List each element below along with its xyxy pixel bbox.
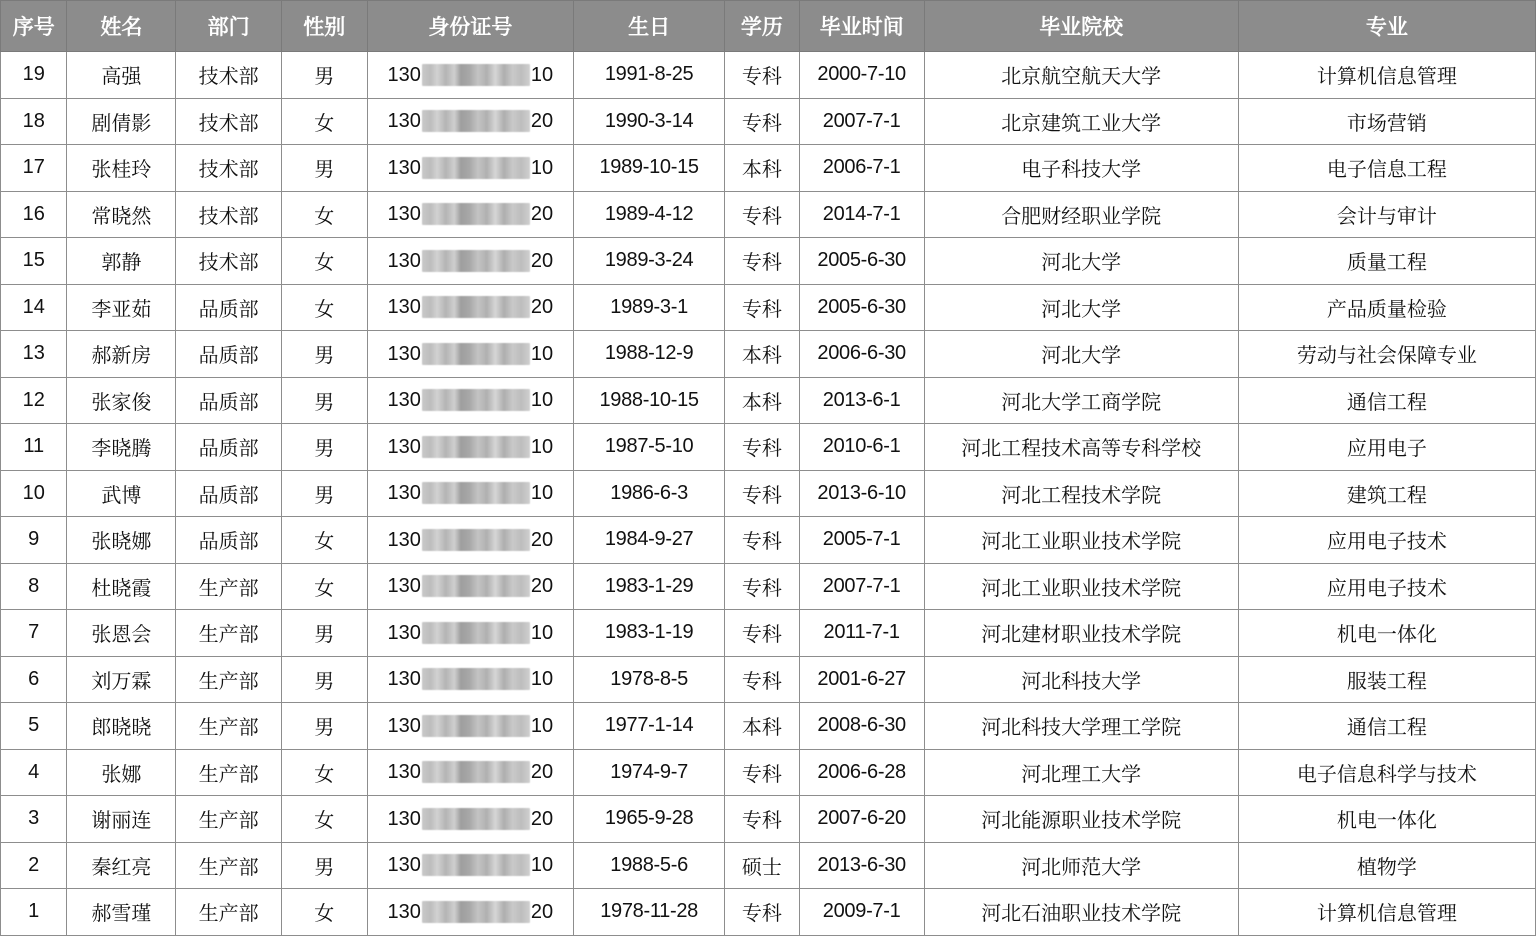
id-redaction-mask bbox=[422, 854, 530, 876]
cell-school: 河北工业职业技术学院 bbox=[924, 563, 1238, 610]
cell-school: 合肥财经职业学院 bbox=[924, 191, 1238, 238]
cell-gender: 女 bbox=[281, 796, 367, 843]
id-suffix: 10 bbox=[530, 668, 554, 691]
cell-department: 品质部 bbox=[176, 377, 282, 424]
cell-graduation-date: 2014-7-1 bbox=[799, 191, 924, 238]
cell-name: 张桂玲 bbox=[67, 145, 176, 192]
cell-graduation-date: 2007-7-1 bbox=[799, 98, 924, 145]
id-redaction-mask bbox=[422, 808, 530, 830]
cell-id-number bbox=[367, 796, 573, 843]
cell-major: 电子信息工程 bbox=[1238, 145, 1535, 192]
cell-seq: 9 bbox=[1, 517, 67, 564]
cell-id-number bbox=[367, 98, 573, 145]
cell-gender: 女 bbox=[281, 98, 367, 145]
cell-id-number bbox=[367, 191, 573, 238]
table-row bbox=[1, 52, 1536, 99]
cell-name: 高强 bbox=[67, 52, 176, 99]
cell-education: 专科 bbox=[725, 749, 800, 796]
cell-graduation-date: 2013-6-10 bbox=[799, 470, 924, 517]
cell-birthday: 1974-9-7 bbox=[574, 749, 725, 796]
cell-id-number bbox=[367, 517, 573, 564]
cell-major: 质量工程 bbox=[1238, 238, 1535, 285]
id-suffix: 20 bbox=[530, 249, 554, 272]
cell-birthday: 1989-4-12 bbox=[574, 191, 725, 238]
id-redaction-mask bbox=[422, 343, 530, 365]
id-redaction-mask bbox=[422, 529, 530, 551]
cell-birthday: 1989-3-1 bbox=[574, 284, 725, 331]
cell-birthday: 1991-8-25 bbox=[574, 52, 725, 99]
cell-graduation-date: 2005-7-1 bbox=[799, 517, 924, 564]
id-prefix: 130 bbox=[387, 761, 421, 784]
cell-education: 专科 bbox=[725, 889, 800, 936]
cell-graduation-date: 2010-6-1 bbox=[799, 424, 924, 471]
cell-name: 秦红亮 bbox=[67, 842, 176, 889]
cell-department: 技术部 bbox=[176, 238, 282, 285]
cell-name: 谢丽连 bbox=[67, 796, 176, 843]
table-row bbox=[1, 377, 1536, 424]
cell-name: 郝新房 bbox=[67, 331, 176, 378]
cell-graduation-date: 2005-6-30 bbox=[799, 238, 924, 285]
id-redaction-mask bbox=[422, 482, 530, 504]
cell-major: 电子信息科学与技术 bbox=[1238, 749, 1535, 796]
cell-birthday: 1983-1-29 bbox=[574, 563, 725, 610]
cell-seq: 12 bbox=[1, 377, 67, 424]
cell-major: 计算机信息管理 bbox=[1238, 889, 1535, 936]
id-suffix: 20 bbox=[530, 761, 554, 784]
cell-school: 河北大学工商学院 bbox=[924, 377, 1238, 424]
cell-department: 生产部 bbox=[176, 796, 282, 843]
cell-school: 河北石油职业技术学院 bbox=[924, 889, 1238, 936]
cell-name: 杜晓霞 bbox=[67, 563, 176, 610]
id-prefix: 130 bbox=[387, 156, 421, 179]
cell-birthday: 1989-3-24 bbox=[574, 238, 725, 285]
id-redaction-mask bbox=[422, 389, 530, 411]
cell-gender: 男 bbox=[281, 331, 367, 378]
cell-major: 会计与审计 bbox=[1238, 191, 1535, 238]
cell-birthday: 1984-9-27 bbox=[574, 517, 725, 564]
cell-seq: 3 bbox=[1, 796, 67, 843]
cell-school: 河北工业职业技术学院 bbox=[924, 517, 1238, 564]
cell-graduation-date: 2007-6-20 bbox=[799, 796, 924, 843]
id-prefix: 130 bbox=[387, 110, 421, 133]
cell-major: 机电一体化 bbox=[1238, 610, 1535, 657]
cell-school: 河北工程技术高等专科学校 bbox=[924, 424, 1238, 471]
column-header-major: 专业 bbox=[1238, 1, 1535, 52]
cell-graduation-date: 2011-7-1 bbox=[799, 610, 924, 657]
column-header-birthday: 生日 bbox=[574, 1, 725, 52]
id-suffix: 10 bbox=[530, 854, 554, 877]
cell-school: 北京建筑工业大学 bbox=[924, 98, 1238, 145]
cell-gender: 男 bbox=[281, 377, 367, 424]
id-suffix: 20 bbox=[530, 296, 554, 319]
cell-school: 河北大学 bbox=[924, 284, 1238, 331]
cell-school: 北京航空航天大学 bbox=[924, 52, 1238, 99]
cell-major: 产品质量检验 bbox=[1238, 284, 1535, 331]
cell-gender: 女 bbox=[281, 284, 367, 331]
id-suffix: 10 bbox=[530, 63, 554, 86]
cell-graduation-date: 2006-6-30 bbox=[799, 331, 924, 378]
table-body bbox=[1, 52, 1536, 936]
id-redaction-mask bbox=[422, 110, 530, 132]
cell-education: 专科 bbox=[725, 656, 800, 703]
cell-seq: 8 bbox=[1, 563, 67, 610]
column-header-seq: 序号 bbox=[1, 1, 67, 52]
cell-gender: 女 bbox=[281, 517, 367, 564]
cell-department: 生产部 bbox=[176, 749, 282, 796]
id-prefix: 130 bbox=[387, 575, 421, 598]
cell-birthday: 1983-1-19 bbox=[574, 610, 725, 657]
cell-birthday: 1988-10-15 bbox=[574, 377, 725, 424]
cell-seq: 14 bbox=[1, 284, 67, 331]
cell-name: 张晓娜 bbox=[67, 517, 176, 564]
cell-id-number bbox=[367, 889, 573, 936]
table-row bbox=[1, 796, 1536, 843]
cell-id-number bbox=[367, 470, 573, 517]
cell-seq: 13 bbox=[1, 331, 67, 378]
cell-birthday: 1978-8-5 bbox=[574, 656, 725, 703]
table-row bbox=[1, 656, 1536, 703]
cell-name: 刘万霖 bbox=[67, 656, 176, 703]
id-prefix: 130 bbox=[387, 389, 421, 412]
cell-department: 品质部 bbox=[176, 284, 282, 331]
cell-education: 本科 bbox=[725, 703, 800, 750]
column-header-name: 姓名 bbox=[67, 1, 176, 52]
id-redaction-mask bbox=[422, 250, 530, 272]
cell-id-number bbox=[367, 284, 573, 331]
cell-id-number bbox=[367, 703, 573, 750]
cell-education: 专科 bbox=[725, 610, 800, 657]
cell-department: 技术部 bbox=[176, 191, 282, 238]
cell-department: 生产部 bbox=[176, 889, 282, 936]
table-row bbox=[1, 284, 1536, 331]
cell-department: 品质部 bbox=[176, 424, 282, 471]
cell-gender: 女 bbox=[281, 563, 367, 610]
cell-department: 技术部 bbox=[176, 98, 282, 145]
id-prefix: 130 bbox=[387, 435, 421, 458]
cell-education: 专科 bbox=[725, 796, 800, 843]
cell-major: 服装工程 bbox=[1238, 656, 1535, 703]
id-prefix: 130 bbox=[387, 714, 421, 737]
id-redaction-mask bbox=[422, 64, 530, 86]
cell-education: 专科 bbox=[725, 424, 800, 471]
cell-department: 品质部 bbox=[176, 517, 282, 564]
cell-education: 本科 bbox=[725, 331, 800, 378]
cell-graduation-date: 2013-6-1 bbox=[799, 377, 924, 424]
id-suffix: 20 bbox=[530, 528, 554, 551]
cell-id-number bbox=[367, 331, 573, 378]
cell-seq: 1 bbox=[1, 889, 67, 936]
cell-name: 郝雪瑾 bbox=[67, 889, 176, 936]
cell-education: 专科 bbox=[725, 284, 800, 331]
id-prefix: 130 bbox=[387, 296, 421, 319]
cell-seq: 16 bbox=[1, 191, 67, 238]
cell-birthday: 1988-5-6 bbox=[574, 842, 725, 889]
cell-name: 常晓然 bbox=[67, 191, 176, 238]
cell-school: 电子科技大学 bbox=[924, 145, 1238, 192]
cell-id-number bbox=[367, 610, 573, 657]
cell-graduation-date: 2000-7-10 bbox=[799, 52, 924, 99]
cell-name: 张恩会 bbox=[67, 610, 176, 657]
cell-education: 专科 bbox=[725, 98, 800, 145]
column-header-school: 毕业院校 bbox=[924, 1, 1238, 52]
cell-gender: 男 bbox=[281, 842, 367, 889]
id-redaction-mask bbox=[422, 296, 530, 318]
cell-major: 机电一体化 bbox=[1238, 796, 1535, 843]
cell-school: 河北工程技术学院 bbox=[924, 470, 1238, 517]
cell-major: 应用电子技术 bbox=[1238, 517, 1535, 564]
cell-id-number bbox=[367, 749, 573, 796]
cell-department: 生产部 bbox=[176, 703, 282, 750]
id-prefix: 130 bbox=[387, 528, 421, 551]
cell-school: 河北大学 bbox=[924, 331, 1238, 378]
cell-graduation-date: 2008-6-30 bbox=[799, 703, 924, 750]
id-suffix: 10 bbox=[530, 714, 554, 737]
cell-education: 本科 bbox=[725, 377, 800, 424]
cell-department: 生产部 bbox=[176, 610, 282, 657]
cell-gender: 女 bbox=[281, 749, 367, 796]
cell-department: 生产部 bbox=[176, 842, 282, 889]
id-prefix: 130 bbox=[387, 854, 421, 877]
cell-department: 品质部 bbox=[176, 470, 282, 517]
id-prefix: 130 bbox=[387, 63, 421, 86]
table-row bbox=[1, 331, 1536, 378]
cell-gender: 男 bbox=[281, 145, 367, 192]
cell-id-number bbox=[367, 563, 573, 610]
cell-id-number bbox=[367, 424, 573, 471]
id-suffix: 20 bbox=[530, 110, 554, 133]
id-suffix: 20 bbox=[530, 575, 554, 598]
cell-birthday: 1987-5-10 bbox=[574, 424, 725, 471]
cell-seq: 5 bbox=[1, 703, 67, 750]
id-suffix: 10 bbox=[530, 482, 554, 505]
table-row bbox=[1, 703, 1536, 750]
cell-department: 技术部 bbox=[176, 52, 282, 99]
cell-school: 河北科技大学 bbox=[924, 656, 1238, 703]
table-row bbox=[1, 563, 1536, 610]
column-header-graduation-date: 毕业时间 bbox=[799, 1, 924, 52]
cell-gender: 女 bbox=[281, 238, 367, 285]
column-header-education: 学历 bbox=[725, 1, 800, 52]
column-header-id-number: 身份证号 bbox=[367, 1, 573, 52]
cell-education: 专科 bbox=[725, 191, 800, 238]
cell-birthday: 1986-6-3 bbox=[574, 470, 725, 517]
cell-name: 武博 bbox=[67, 470, 176, 517]
id-suffix: 20 bbox=[530, 807, 554, 830]
table-row bbox=[1, 517, 1536, 564]
id-suffix: 10 bbox=[530, 156, 554, 179]
table-header bbox=[1, 1, 1536, 52]
id-prefix: 130 bbox=[387, 807, 421, 830]
cell-name: 李晓腾 bbox=[67, 424, 176, 471]
cell-major: 劳动与社会保障专业 bbox=[1238, 331, 1535, 378]
cell-major: 植物学 bbox=[1238, 842, 1535, 889]
id-redaction-mask bbox=[422, 157, 530, 179]
cell-birthday: 1988-12-9 bbox=[574, 331, 725, 378]
cell-birthday: 1989-10-15 bbox=[574, 145, 725, 192]
cell-graduation-date: 2013-6-30 bbox=[799, 842, 924, 889]
cell-seq: 18 bbox=[1, 98, 67, 145]
id-redaction-mask bbox=[422, 668, 530, 690]
cell-seq: 4 bbox=[1, 749, 67, 796]
cell-name: 李亚茹 bbox=[67, 284, 176, 331]
table-row bbox=[1, 842, 1536, 889]
id-redaction-mask bbox=[422, 715, 530, 737]
cell-gender: 女 bbox=[281, 889, 367, 936]
id-prefix: 130 bbox=[387, 621, 421, 644]
cell-school: 河北大学 bbox=[924, 238, 1238, 285]
id-suffix: 10 bbox=[530, 389, 554, 412]
id-redaction-mask bbox=[422, 203, 530, 225]
cell-major: 建筑工程 bbox=[1238, 470, 1535, 517]
id-suffix: 10 bbox=[530, 621, 554, 644]
cell-gender: 男 bbox=[281, 424, 367, 471]
cell-school: 河北建材职业技术学院 bbox=[924, 610, 1238, 657]
id-suffix: 10 bbox=[530, 342, 554, 365]
id-prefix: 130 bbox=[387, 482, 421, 505]
cell-department: 技术部 bbox=[176, 145, 282, 192]
cell-gender: 男 bbox=[281, 470, 367, 517]
cell-name: 郭静 bbox=[67, 238, 176, 285]
cell-seq: 11 bbox=[1, 424, 67, 471]
cell-major: 应用电子技术 bbox=[1238, 563, 1535, 610]
cell-id-number bbox=[367, 842, 573, 889]
cell-seq: 17 bbox=[1, 145, 67, 192]
cell-school: 河北师范大学 bbox=[924, 842, 1238, 889]
cell-education: 硕士 bbox=[725, 842, 800, 889]
cell-school: 河北科技大学理工学院 bbox=[924, 703, 1238, 750]
table-row bbox=[1, 145, 1536, 192]
cell-department: 品质部 bbox=[176, 331, 282, 378]
cell-graduation-date: 2006-6-28 bbox=[799, 749, 924, 796]
id-prefix: 130 bbox=[387, 668, 421, 691]
id-prefix: 130 bbox=[387, 203, 421, 226]
cell-gender: 女 bbox=[281, 191, 367, 238]
id-redaction-mask bbox=[422, 761, 530, 783]
table-row bbox=[1, 98, 1536, 145]
cell-birthday: 1978-11-28 bbox=[574, 889, 725, 936]
cell-graduation-date: 2001-6-27 bbox=[799, 656, 924, 703]
cell-seq: 19 bbox=[1, 52, 67, 99]
cell-major: 通信工程 bbox=[1238, 703, 1535, 750]
cell-major: 市场营销 bbox=[1238, 98, 1535, 145]
cell-birthday: 1977-1-14 bbox=[574, 703, 725, 750]
cell-gender: 男 bbox=[281, 703, 367, 750]
cell-school: 河北能源职业技术学院 bbox=[924, 796, 1238, 843]
cell-major: 应用电子 bbox=[1238, 424, 1535, 471]
id-redaction-mask bbox=[422, 622, 530, 644]
cell-department: 生产部 bbox=[176, 563, 282, 610]
column-header-department: 部门 bbox=[176, 1, 282, 52]
id-prefix: 130 bbox=[387, 249, 421, 272]
cell-school: 河北理工大学 bbox=[924, 749, 1238, 796]
cell-id-number bbox=[367, 238, 573, 285]
cell-education: 专科 bbox=[725, 517, 800, 564]
id-prefix: 130 bbox=[387, 342, 421, 365]
cell-major: 计算机信息管理 bbox=[1238, 52, 1535, 99]
cell-seq: 6 bbox=[1, 656, 67, 703]
id-redaction-mask bbox=[422, 901, 530, 923]
table-row bbox=[1, 889, 1536, 936]
table-row bbox=[1, 470, 1536, 517]
id-suffix: 20 bbox=[530, 900, 554, 923]
cell-gender: 男 bbox=[281, 610, 367, 657]
cell-graduation-date: 2005-6-30 bbox=[799, 284, 924, 331]
id-suffix: 10 bbox=[530, 435, 554, 458]
cell-birthday: 1990-3-14 bbox=[574, 98, 725, 145]
cell-education: 本科 bbox=[725, 145, 800, 192]
id-redaction-mask bbox=[422, 575, 530, 597]
cell-education: 专科 bbox=[725, 563, 800, 610]
table-row bbox=[1, 610, 1536, 657]
cell-education: 专科 bbox=[725, 238, 800, 285]
cell-name: 张娜 bbox=[67, 749, 176, 796]
cell-name: 张家俊 bbox=[67, 377, 176, 424]
cell-id-number bbox=[367, 145, 573, 192]
cell-gender: 男 bbox=[281, 52, 367, 99]
cell-name: 剧倩影 bbox=[67, 98, 176, 145]
cell-graduation-date: 2007-7-1 bbox=[799, 563, 924, 610]
table-row bbox=[1, 749, 1536, 796]
table-row bbox=[1, 238, 1536, 285]
cell-major: 通信工程 bbox=[1238, 377, 1535, 424]
column-header-gender: 性别 bbox=[281, 1, 367, 52]
table-row bbox=[1, 424, 1536, 471]
id-prefix: 130 bbox=[387, 900, 421, 923]
cell-seq: 10 bbox=[1, 470, 67, 517]
cell-department: 生产部 bbox=[176, 656, 282, 703]
cell-gender: 男 bbox=[281, 656, 367, 703]
cell-seq: 15 bbox=[1, 238, 67, 285]
id-redaction-mask bbox=[422, 436, 530, 458]
cell-education: 专科 bbox=[725, 470, 800, 517]
cell-seq: 7 bbox=[1, 610, 67, 657]
cell-graduation-date: 2009-7-1 bbox=[799, 889, 924, 936]
cell-name: 郎晓晓 bbox=[67, 703, 176, 750]
cell-education: 专科 bbox=[725, 52, 800, 99]
header-row bbox=[1, 1, 1536, 52]
id-suffix: 20 bbox=[530, 203, 554, 226]
cell-graduation-date: 2006-7-1 bbox=[799, 145, 924, 192]
cell-seq: 2 bbox=[1, 842, 67, 889]
cell-id-number bbox=[367, 52, 573, 99]
table-row bbox=[1, 191, 1536, 238]
cell-id-number bbox=[367, 377, 573, 424]
cell-birthday: 1965-9-28 bbox=[574, 796, 725, 843]
cell-id-number bbox=[367, 656, 573, 703]
